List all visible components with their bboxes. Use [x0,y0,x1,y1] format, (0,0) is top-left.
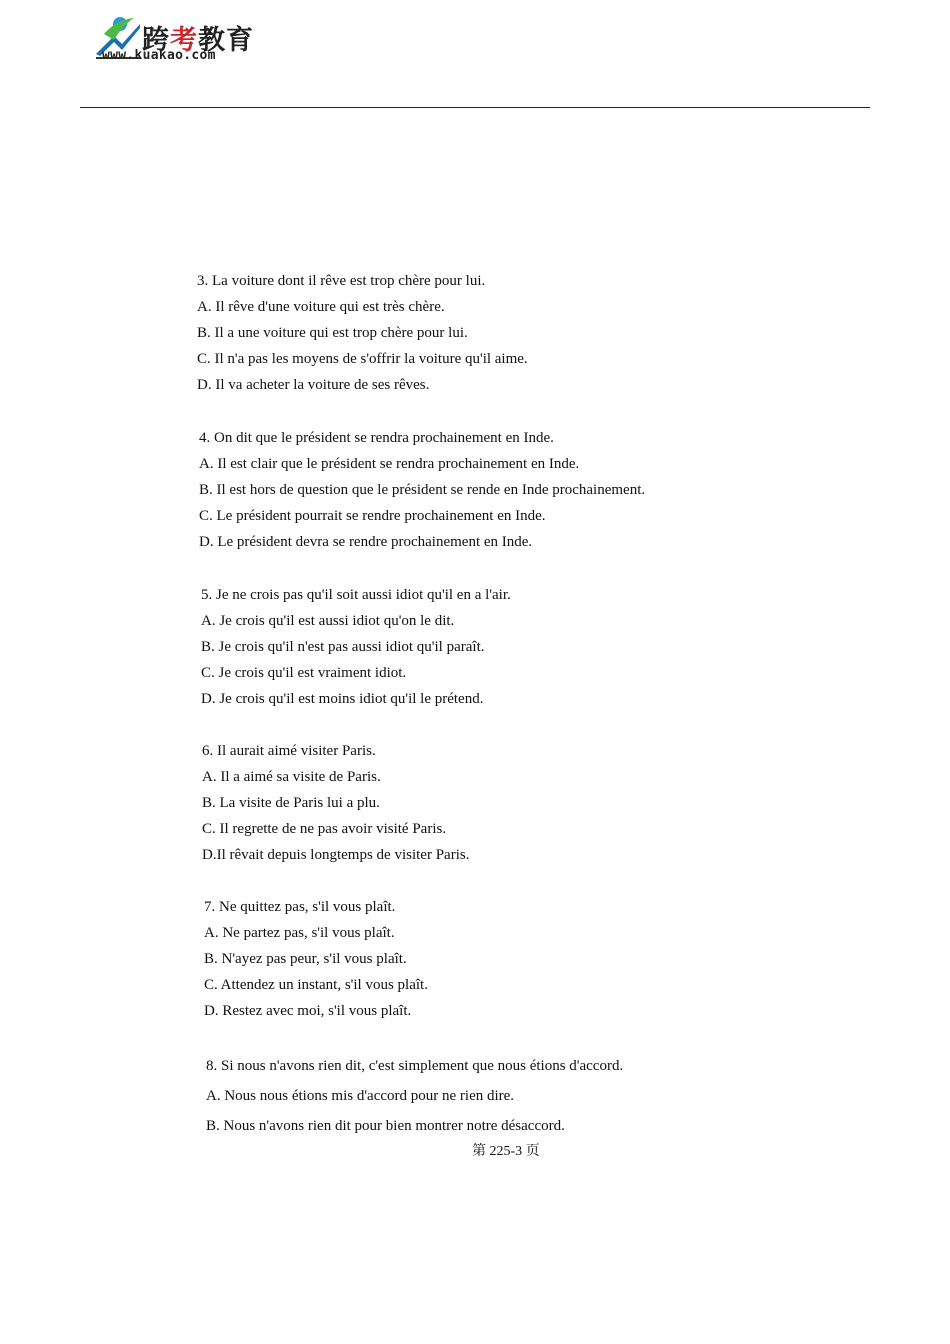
option-a: A. Il a aimé sa visite de Paris. [202,769,381,785]
question-stem: 5. Je ne crois pas qu'il soit aussi idiot qu'il en a l'air. [201,587,511,603]
option-d: D. Le président devra se rendre prochainement en Inde. [199,534,533,550]
option-b: B. N'ayez pas peur, s'il vous plaît. [204,951,407,967]
logo-url: www.kuakao.com [102,48,216,63]
option-b: B. La visite de Paris lui a plu. [202,795,380,811]
header-divider [80,107,870,108]
question-stem: 4. On dit que le président se rendra prochainement en Inde. [199,430,554,446]
option-d: D. Restez avec moi, s'il vous plaît. [204,1003,412,1019]
question-stem: 6. Il aurait aimé visiter Paris. [202,743,376,759]
question-stem: 7. Ne quittez pas, s'il vous plaît. [204,899,396,915]
option-b: B. Nous n'avons rien dit pour bien montrer notre désaccord. [206,1118,565,1134]
option-a: A. Je crois qu'il est aussi idiot qu'on le dit. [201,613,455,629]
question-stem: 8. Si nous n'avons rien dit, c'est simplement que nous étions d'accord. [206,1058,624,1074]
question-stem: 3. La voiture dont il rêve est trop chère pour lui. [197,273,486,289]
page-header [0,0,950,110]
question-5 [201,582,511,712]
option-d: D. Il va acheter la voiture de ses rêves. [197,377,430,393]
option-a: A. Il rêve d'une voiture qui est très chère. [197,299,445,315]
option-d: D. Je crois qu'il est moins idiot qu'il le prétend. [201,691,484,707]
option-c: C. Il regrette de ne pas avoir visité Paris. [202,821,447,837]
option-a: A. Ne partez pas, s'il vous plaît. [204,925,395,941]
option-c: C. Le président pourrait se rendre prochainement en Inde. [199,508,546,524]
option-c: C. Je crois qu'il est vraiment idiot. [201,665,407,681]
option-b: B. Je crois qu'il n'est pas aussi idiot qu'il paraît. [201,639,485,655]
question-7 [204,894,428,1024]
option-c: C. Il n'a pas les moyens de s'offrir la voiture qu'il aime. [197,351,528,367]
option-d: D.Il rêvait depuis longtemps de visiter Paris. [202,847,470,863]
question-6 [202,738,469,868]
question-8 [206,1051,623,1141]
option-b: B. Il est hors de question que le président se rende en Inde prochainement. [199,482,646,498]
option-b: B. Il a une voiture qui est trop chère pour lui. [197,325,468,341]
logo-wordmark: 跨考教育 [142,25,254,56]
page-number: 第 225-3 页 [472,1144,540,1159]
question-4 [199,425,645,555]
option-c: C. Attendez un instant, s'il vous plaît. [204,977,428,993]
option-a: A. Nous nous étions mis d'accord pour ne rien dire. [206,1088,515,1104]
option-a: A. Il est clair que le président se rendra prochainement en Inde. [199,456,580,472]
question-3 [197,268,528,398]
